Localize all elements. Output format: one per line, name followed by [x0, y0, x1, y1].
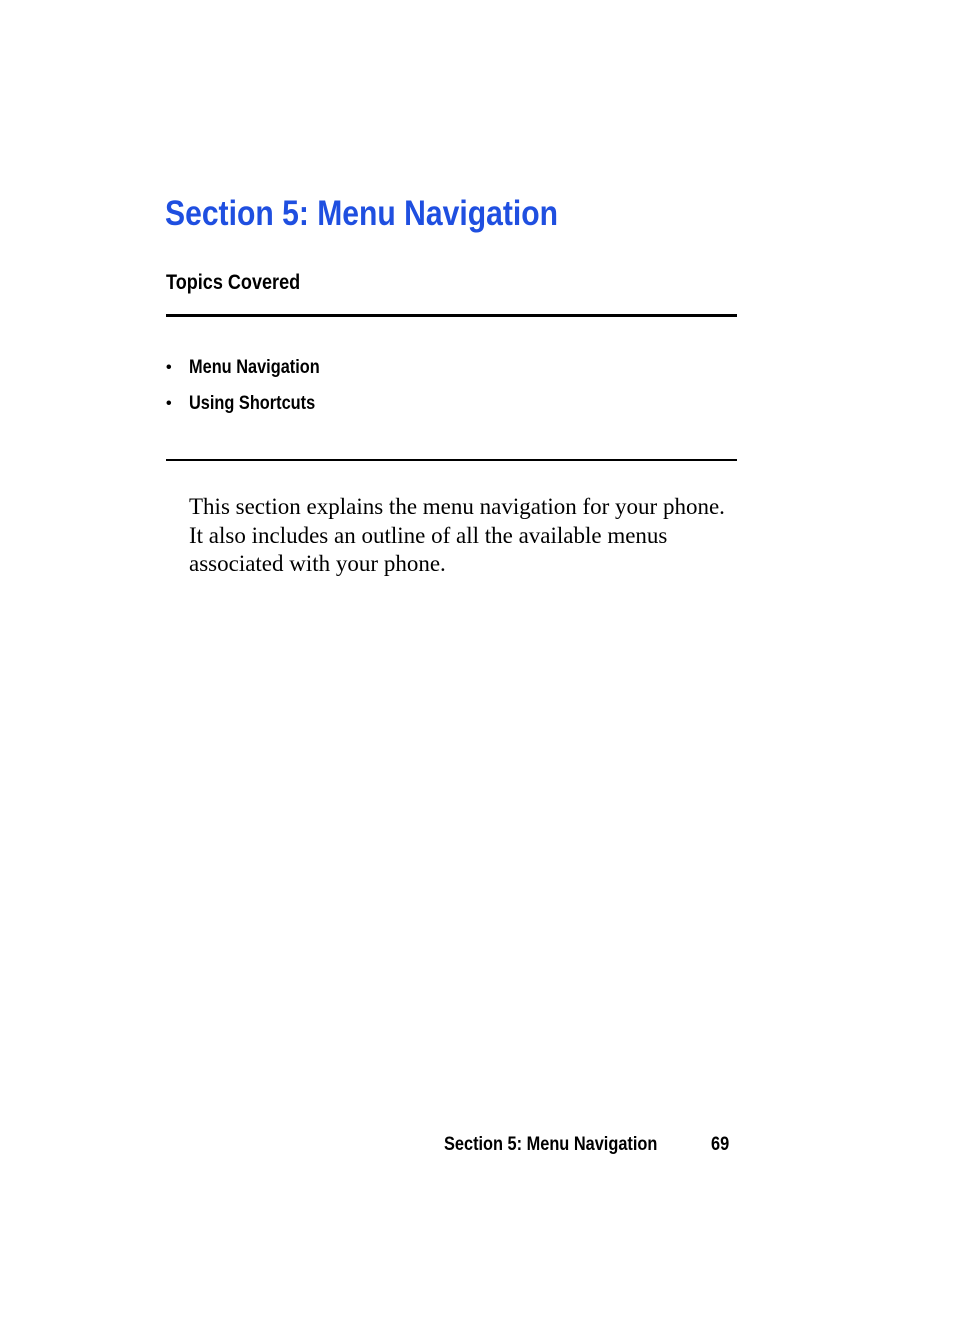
footer-section-title: Section 5: Menu Navigation — [444, 1134, 658, 1155]
topic-item-menu-navigation — [166, 350, 341, 386]
topic-item-using-shortcuts — [166, 386, 341, 422]
bullet-icon: • — [166, 395, 172, 412]
bottom-divider — [166, 459, 737, 461]
page-number: 69 — [711, 1134, 730, 1155]
topic-label: Menu Navigation — [189, 357, 320, 378]
intro-paragraph: This section explains the menu navigation for your phone. It also includes an outline of all the available menus associated with your phone. — [189, 494, 725, 576]
top-divider — [166, 314, 737, 317]
topics-list — [166, 350, 341, 422]
section-title: Section 5: Menu Navigation — [165, 194, 559, 233]
topics-covered-heading: Topics Covered — [166, 271, 301, 294]
topic-label: Using Shortcuts — [189, 393, 316, 414]
bullet-icon: • — [166, 359, 172, 376]
